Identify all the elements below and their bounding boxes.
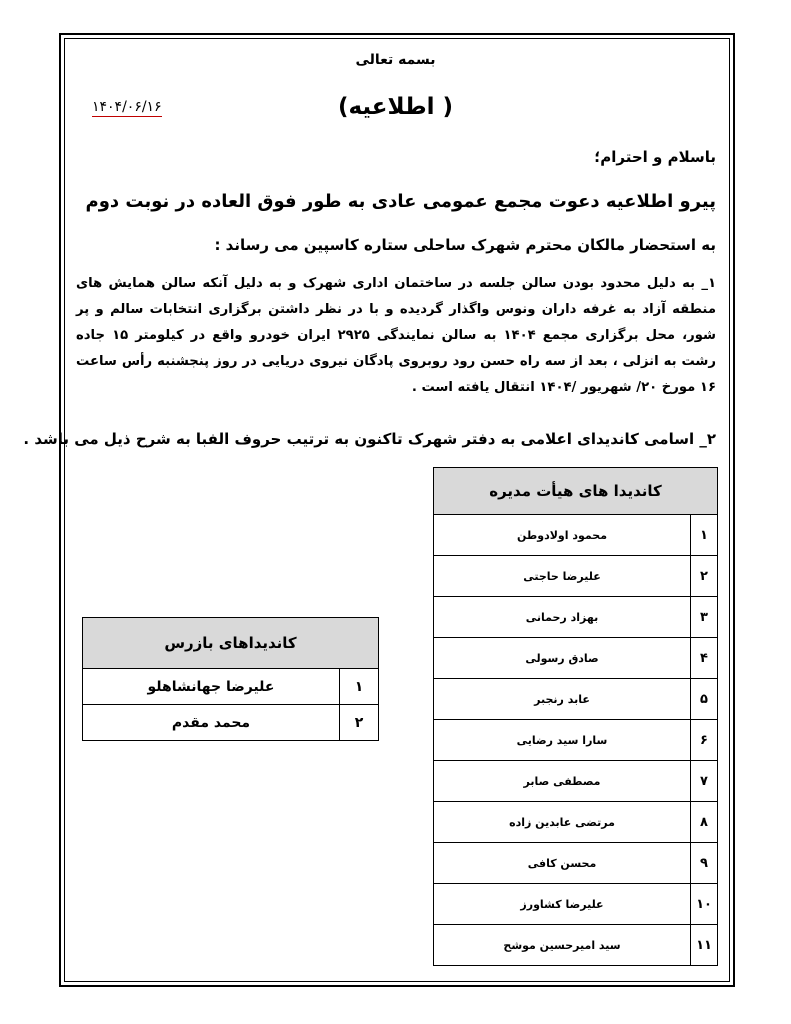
- row-number: ۷: [691, 761, 718, 802]
- candidate-name: محسن کافی: [434, 843, 691, 884]
- intro-line: به استحضار مالکان محترم شهرک ساحلی ستاره کاسپین می رساند :: [214, 236, 716, 254]
- table-row: [434, 761, 718, 802]
- table-row: [434, 556, 718, 597]
- table-row: [434, 884, 718, 925]
- candidate-name: بهزاد رحمانی: [434, 597, 691, 638]
- row-number: ۱۱: [691, 925, 718, 966]
- table-row: [434, 843, 718, 884]
- row-number: ۴: [691, 638, 718, 679]
- row-number: ۱: [691, 515, 718, 556]
- board-candidates-table: [433, 467, 718, 966]
- table-row: [434, 515, 718, 556]
- candidate-name: مصطفی صابر: [434, 761, 691, 802]
- document-date: ۱۴۰۴/۰۶/۱۶: [92, 99, 162, 115]
- candidate-name: علیرضا حاجتی: [434, 556, 691, 597]
- candidate-name: علیرضا جهانشاهلو: [83, 669, 340, 705]
- row-number: ۳: [691, 597, 718, 638]
- table-row: [434, 802, 718, 843]
- basmala: بسمه تعالی: [355, 52, 436, 68]
- candidate-name: سید امیرحسین موشح: [434, 925, 691, 966]
- paragraph-candidates: ۲_ اسامی کاندیدای اعلامی به دفتر شهرک تاکنون به ترتیب حروف الفبا به شرح ذیل می باشد .: [23, 430, 716, 448]
- candidate-name: صادق رسولی: [434, 638, 691, 679]
- candidate-name: عابد رنجبر: [434, 679, 691, 720]
- candidate-name: محمد مقدم: [83, 705, 340, 741]
- table-row: [434, 597, 718, 638]
- greeting: باسلام و احترام؛: [594, 148, 716, 166]
- table-row: [83, 669, 379, 705]
- row-number: ۶: [691, 720, 718, 761]
- candidate-name: محمود اولادوطن: [434, 515, 691, 556]
- table-row: [434, 679, 718, 720]
- row-number: ۸: [691, 802, 718, 843]
- inspector-candidates-table: [82, 617, 379, 741]
- candidate-name: سارا سید رضایی: [434, 720, 691, 761]
- paragraph-venue: ۱_ به دلیل محدود بودن سالن جلسه در ساختمان اداری شهرک و به دلیل آنکه سالن همایش های منطقه آزاد به غرفه داران ونوس واگذار گردیده و با در نظر داشتن برگزاری انتخابات سالم و پر شور، محل برگزاری مجمع ۱۴۰۴ به سالن نمایندگی ۲۹۲۵ ایران خودرو واقع در کیلومتر ۱۵ جاده رشت به انزلی ، بعد از سه راه حسن رود روبروی پادگان نیروی دریایی در روز پنجشنبه رأس ساعت ۱۶ مورخ ۲۰/ شهریور /۱۴۰۴ انتقال یافته است .: [76, 276, 716, 395]
- table-row: [434, 638, 718, 679]
- row-number: ۵: [691, 679, 718, 720]
- table-row: [434, 720, 718, 761]
- row-number: ۹: [691, 843, 718, 884]
- table-row: [434, 925, 718, 966]
- inspector-table-title: کاندیداهای بازرس: [83, 618, 379, 669]
- candidate-name: مرتضی عابدین زاده: [434, 802, 691, 843]
- row-number: ۲: [340, 705, 379, 741]
- subject-line: پیرو اطلاعیه دعوت مجمع عمومی عادی به طور فوق العاده در نوبت دوم: [85, 191, 716, 212]
- table-row: [83, 705, 379, 741]
- candidate-name: علیرضا کشاورز: [434, 884, 691, 925]
- row-number: ۱: [340, 669, 379, 705]
- row-number: ۱۰: [691, 884, 718, 925]
- row-number: ۲: [691, 556, 718, 597]
- page-title: (اطلاعیه ): [337, 94, 454, 120]
- board-table-title: کاندیدا های هیأت مدیره: [434, 468, 718, 515]
